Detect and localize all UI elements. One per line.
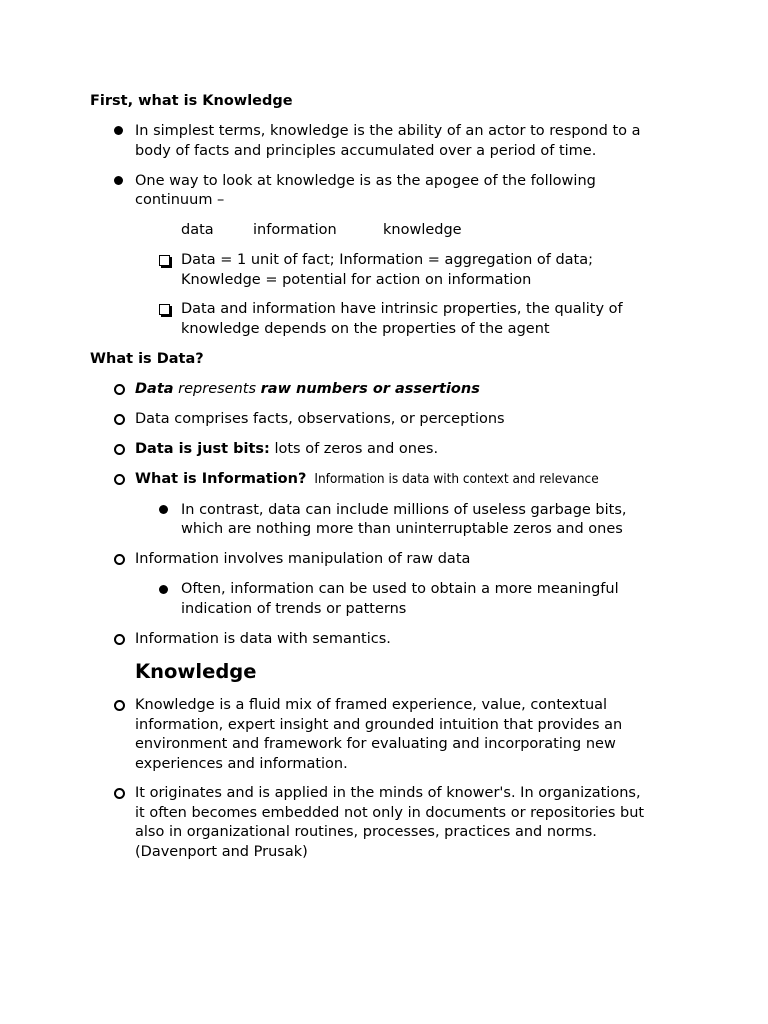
paragraph-line: It originates and is applied in the minds of knower's. In organizations, xyxy=(135,785,641,801)
paragraph-line: (Davenport and Prusak) xyxy=(135,844,308,860)
text-small: Information is data with context and relevance xyxy=(314,471,599,487)
data-item-comprises: Data comprises facts, observations, or perceptions xyxy=(135,411,505,427)
bullet-ring-icon xyxy=(114,414,125,425)
bullet-ring-icon xyxy=(114,474,125,485)
heading-knowledge: Knowledge xyxy=(135,660,257,683)
paragraph-line: Knowledge = potential for action on information xyxy=(181,272,532,288)
paragraph-line: In contrast, data can include millions of useless garbage bits, xyxy=(181,502,627,518)
heading-what-is-data: What is Data? xyxy=(90,351,204,367)
bullet-ring-icon xyxy=(114,384,125,395)
text-bold-italic: raw numbers or assertions xyxy=(260,381,480,397)
bullet-square-icon xyxy=(159,304,170,315)
continuum-information: information xyxy=(253,222,337,238)
paragraph-line: knowledge depends on the properties of the agent xyxy=(181,321,550,337)
bullet-ring-icon xyxy=(114,634,125,645)
bullet-ring-icon xyxy=(114,554,125,565)
text-bold: What is Information? xyxy=(135,471,307,487)
paragraph-line: Often, information can be used to obtain a more meaningful xyxy=(181,581,619,597)
data-item-semantics: Information is data with semantics. xyxy=(135,631,391,647)
text-bold: Data is just bits: xyxy=(135,441,270,457)
bullet-disc-icon xyxy=(159,505,168,514)
text-regular: lots of zeros and ones. xyxy=(269,441,439,457)
paragraph-line: continuum – xyxy=(135,192,225,208)
paragraph-line: which are nothing more than uninterruptable zeros and ones xyxy=(181,521,623,537)
data-item-what-is-information xyxy=(135,470,599,489)
bullet-ring-icon xyxy=(114,700,125,711)
bullet-disc-icon xyxy=(114,126,123,135)
data-item-manipulation: Information involves manipulation of raw data xyxy=(135,551,471,567)
paragraph-line: One way to look at knowledge is as the apogee of the following xyxy=(135,173,596,189)
paragraph-line: Knowledge is a fluid mix of framed experience, value, contextual xyxy=(135,697,608,713)
bullet-ring-icon xyxy=(114,444,125,455)
paragraph-line: indication of trends or patterns xyxy=(181,601,407,617)
paragraph-line: information, expert insight and grounded intuition that provides an xyxy=(135,717,623,733)
text-bold-italic: Data xyxy=(135,381,174,397)
paragraph-line: environment and framework for evaluating and incorporating new xyxy=(135,736,616,752)
paragraph-line: Data and information have intrinsic properties, the quality of xyxy=(181,301,623,317)
bullet-square-icon xyxy=(159,255,170,266)
paragraph-line: Data = 1 unit of fact; Information = aggregation of data; xyxy=(181,252,594,268)
paragraph-line: experiences and information. xyxy=(135,756,348,772)
continuum-knowledge: knowledge xyxy=(383,222,462,238)
heading-what-is-knowledge: First, what is Knowledge xyxy=(90,93,293,109)
paragraph-line: In simplest terms, knowledge is the ability of an actor to respond to a xyxy=(135,123,641,139)
paragraph-line: it often becomes embedded not only in documents or repositories but xyxy=(135,805,645,821)
data-item-bits xyxy=(135,440,438,459)
text-italic: represents xyxy=(173,381,261,397)
paragraph-line: body of facts and principles accumulated over a period of time. xyxy=(135,143,597,159)
continuum-data: data xyxy=(181,222,214,238)
bullet-ring-icon xyxy=(114,788,125,799)
paragraph-line: also in organizational routines, processes, practices and norms. xyxy=(135,824,597,840)
bullet-disc-icon xyxy=(114,176,123,185)
data-item-represents xyxy=(135,380,480,399)
bullet-disc-icon xyxy=(159,585,168,594)
